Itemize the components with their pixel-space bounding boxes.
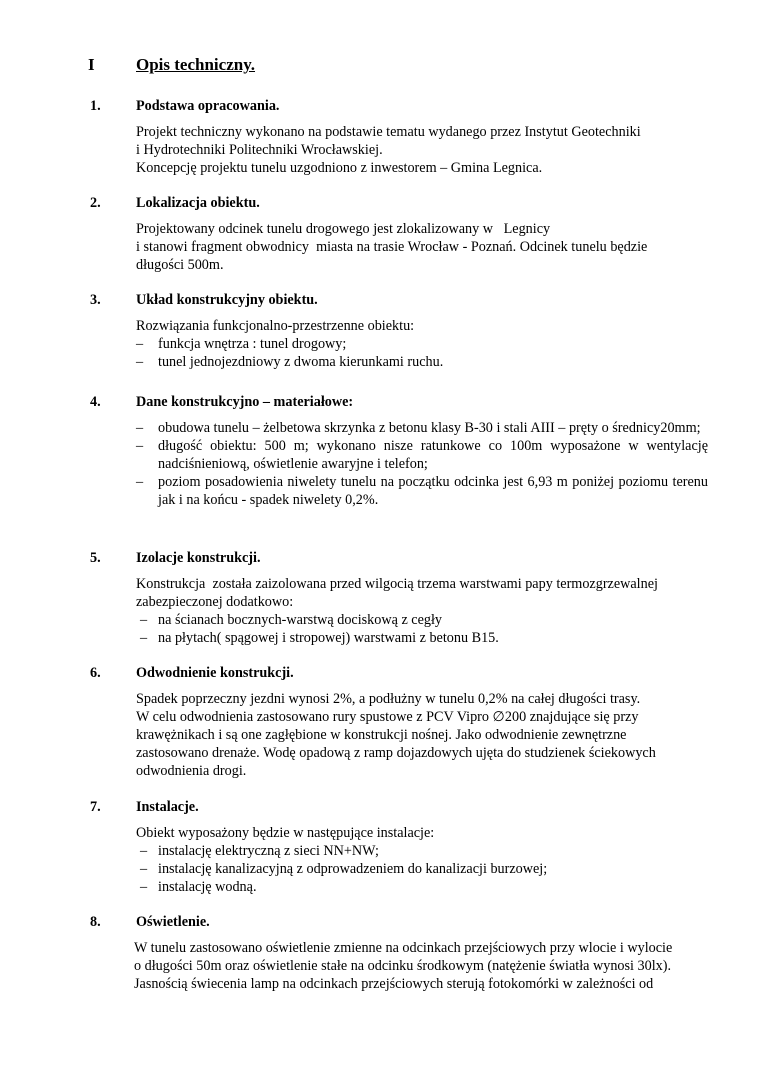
dash-icon: – xyxy=(136,474,144,490)
section-title: Odwodnienie konstrukcji. xyxy=(136,665,294,681)
section-1 xyxy=(0,97,760,176)
paragraph-line: Koncepcję projektu tunelu uzgodniono z inwestorem – Gmina Legnica. xyxy=(136,160,543,176)
dash-icon: – xyxy=(140,879,148,895)
section-3 xyxy=(0,291,760,370)
dash-icon: – xyxy=(140,843,148,859)
section-title: Izolacje konstrukcji. xyxy=(136,550,261,566)
paragraph-line: odwodnienia drogi. xyxy=(136,763,247,779)
list-item-text: instalację wodną. xyxy=(158,879,257,895)
paragraph-line: i stanowi fragment obwodnicy miasta na trasie Wrocław - Poznań. Odcinek tunelu będzie xyxy=(136,239,648,255)
dash-icon: – xyxy=(140,630,148,646)
section-number: 3. xyxy=(90,292,101,308)
section-title: Oświetlenie. xyxy=(136,914,210,930)
bullet-list xyxy=(136,335,708,371)
list-item-text: obudowa tunelu – żelbetowa skrzynka z betonu klasy B-30 i stali AIII – pręty o średnicy20mm; xyxy=(158,420,701,436)
dash-icon: – xyxy=(136,336,144,352)
paragraph-line: Projekt techniczny wykonano na podstawie tematu wydanego przez Instytut Geotechniki xyxy=(136,124,641,140)
list-item-text: instalację kanalizacyjną z odprowadzeniem do kanalizacji burzowej; xyxy=(158,861,548,877)
paragraph-line: o długości 50m oraz oświetlenie stałe na odcinku środkowym (natężenie światła wynosi 30lx). xyxy=(134,958,672,974)
dash-icon: – xyxy=(136,438,144,454)
paragraph-line: W tunelu zastosowano oświetlenie zmienne na odcinkach przejściowych przy wlocie i wylocie xyxy=(134,940,673,956)
section-4 xyxy=(0,393,760,508)
dash-icon: – xyxy=(136,354,144,370)
list-item-text: funkcja wnętrza : tunel drogowy; xyxy=(158,336,347,352)
section-number: 8. xyxy=(90,914,101,930)
list-item xyxy=(136,419,708,437)
section-number: 4. xyxy=(90,394,101,410)
section-7 xyxy=(0,798,760,895)
heading-title: Opis techniczny. xyxy=(136,55,256,74)
bullet-list xyxy=(140,842,712,896)
dash-icon: – xyxy=(136,420,144,436)
section-paragraph xyxy=(136,123,706,177)
list-item xyxy=(136,437,708,473)
section-number: 7. xyxy=(90,799,101,815)
section-paragraph xyxy=(136,220,706,274)
paragraph-line: Projektowany odcinek tunelu drogowego jest zlokalizowany w Legnicy xyxy=(136,221,551,237)
paragraph-line: Rozwiązania funkcjonalno-przestrzenne obiektu: xyxy=(136,318,415,334)
section-paragraph xyxy=(136,690,706,780)
bullet-list xyxy=(136,419,708,509)
section-title: Lokalizacja obiektu. xyxy=(136,195,260,211)
list-item-text: na płytach( spągowej i stropowej) warstwami z betonu B15. xyxy=(158,630,499,646)
section-number: 1. xyxy=(90,98,101,114)
paragraph-line: zastosowano drenaże. Wodę opadową z ramp dojazdowych ujęta do studzienek ściekowych xyxy=(136,745,656,761)
section-intro xyxy=(136,824,706,842)
section-title: Podstawa opracowania. xyxy=(136,98,280,114)
paragraph-line: Jasnością świecenia lamp na odcinkach przejściowych sterują fotokomórki w zależności od xyxy=(134,976,654,992)
section-paragraph xyxy=(136,575,706,611)
dash-icon: – xyxy=(140,861,148,877)
section-2 xyxy=(0,194,760,273)
list-item xyxy=(136,335,708,353)
list-item-text: na ścianach bocznych-warstwą dociskową z cegły xyxy=(158,612,443,628)
list-item xyxy=(140,629,712,647)
paragraph-line: zabezpieczonej dodatkowo: xyxy=(136,594,294,610)
section-intro xyxy=(136,317,706,335)
section-number: 5. xyxy=(90,550,101,566)
dash-icon: – xyxy=(140,612,148,628)
list-item xyxy=(136,353,708,371)
paragraph-line: Konstrukcja została zaizolowana przed wilgocią trzema warstwami papy termozgrzewalnej xyxy=(136,576,658,592)
heading-number: I xyxy=(88,55,95,74)
list-item-text: poziom posadowienia niwelety tunelu na początku odcinka jest 6,93 m poniżej poziomu terenu jak i na końcu - spadek niwelety 0,2%. xyxy=(158,474,708,508)
list-item-text: instalację elektryczną z sieci NN+NW; xyxy=(158,843,379,859)
section-title: Dane konstrukcyjno – materiałowe: xyxy=(136,394,354,410)
list-item xyxy=(140,842,712,860)
section-paragraph xyxy=(134,939,716,993)
section-number: 6. xyxy=(90,665,101,681)
paragraph-line: Spadek poprzeczny jezdni wynosi 2%, a podłużny w tunelu 0,2% na całej długości trasy. xyxy=(136,691,641,707)
section-6 xyxy=(0,664,760,779)
section-5 xyxy=(0,549,760,646)
section-title: Układ konstrukcyjny obiektu. xyxy=(136,292,318,308)
list-item xyxy=(140,878,712,896)
list-item-text: tunel jednojezdniowy z dwoma kierunkami ruchu. xyxy=(158,354,444,370)
list-item xyxy=(136,473,708,509)
paragraph-line: W celu odwodnienia zastosowano rury spustowe z PCV Vipro ∅200 znajdujące się przy xyxy=(136,709,639,725)
paragraph-line: Obiekt wyposażony będzie w następujące instalacje: xyxy=(136,825,435,841)
list-item xyxy=(140,860,712,878)
list-item xyxy=(140,611,712,629)
section-title: Instalacje. xyxy=(136,799,199,815)
section-8 xyxy=(0,913,760,992)
paragraph-line: krawężnikach i są one zagłębione w konstrukcji nośnej. Jako odwodnienie zewnętrzne xyxy=(136,727,627,743)
list-item-text: długość obiektu: 500 m; wykonano nisze ratunkowe co 100m wyposażone w wentylację nadciśnieniową, oświetlenie awaryjne i telefon; xyxy=(158,438,708,472)
paragraph-line: i Hydrotechniki Politechniki Wrocławskiej. xyxy=(136,142,383,158)
bullet-list xyxy=(140,611,712,647)
paragraph-line: długości 500m. xyxy=(136,257,224,273)
section-number: 2. xyxy=(90,195,101,211)
